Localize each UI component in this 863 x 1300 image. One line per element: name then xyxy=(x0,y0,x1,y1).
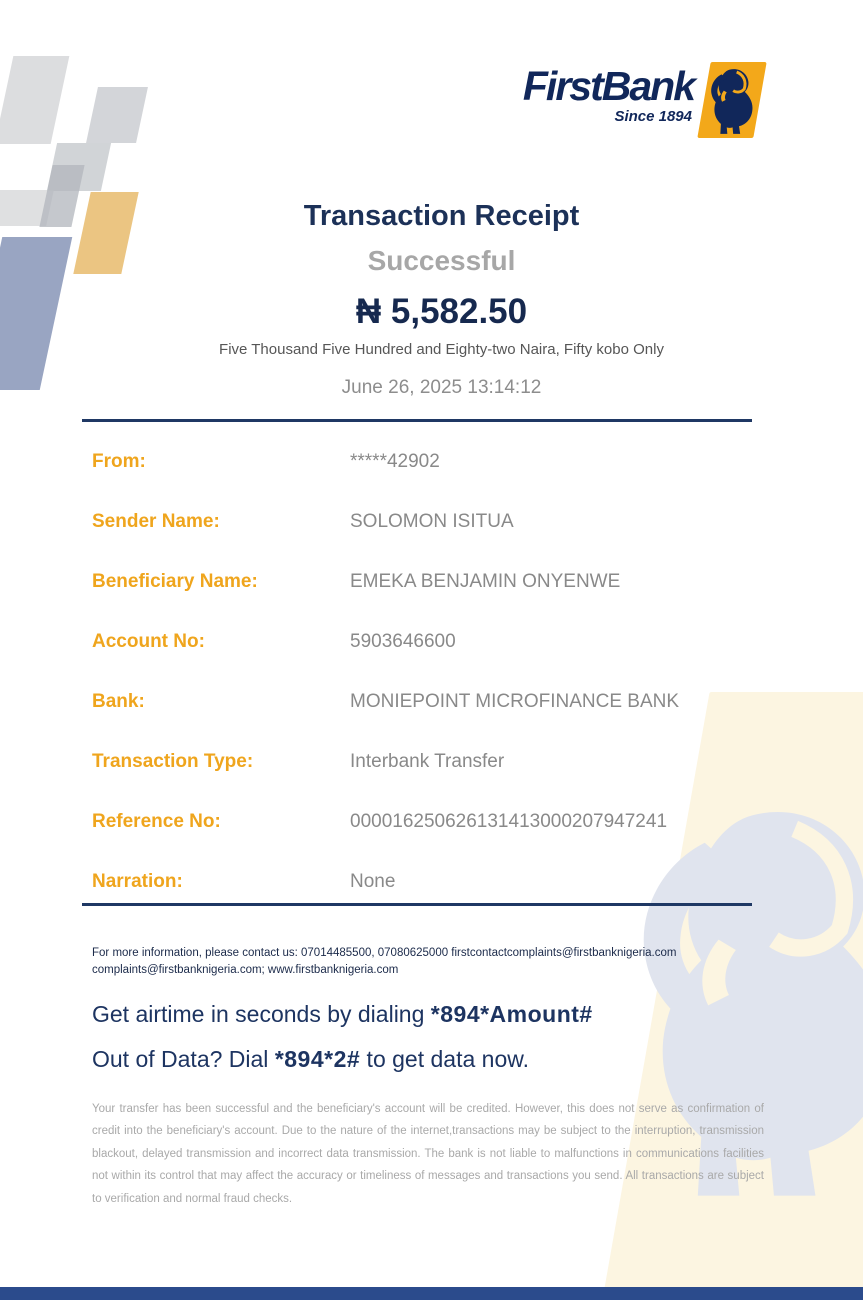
detail-row-sender-name xyxy=(92,492,792,552)
brand-tagline: Since 1894 xyxy=(614,108,692,125)
contact-info: For more information, please contact us: 07014485500, 07080625000 firstcontactcomplaints@firstbanknigeria.com complaints@firstbanknigeria.com; www.firstbanknigeria.com xyxy=(92,947,677,977)
detail-row-transaction-type xyxy=(92,732,792,792)
detail-row-from xyxy=(92,432,792,492)
brand-name: FirstBank xyxy=(522,63,694,109)
divider-top xyxy=(82,419,752,422)
detail-value: EMEKA BENJAMIN ONYENWE xyxy=(350,571,621,592)
elephant-logo-icon xyxy=(704,62,760,138)
detail-label: Bank: xyxy=(92,691,145,712)
bottom-accent-bar xyxy=(0,1287,863,1300)
divider-bottom xyxy=(82,903,752,906)
transaction-details xyxy=(92,432,792,912)
page-title: Transaction Receipt xyxy=(303,200,580,232)
detail-label: Beneficiary Name: xyxy=(92,571,258,592)
decor-parallelogram xyxy=(0,56,69,144)
transaction-datetime: June 26, 2025 13:14:12 xyxy=(341,377,542,398)
airtime-promo-line xyxy=(92,1001,792,1028)
data-promo-line xyxy=(92,1046,792,1073)
detail-row-beneficiary-name xyxy=(92,552,792,612)
detail-label: Transaction Type: xyxy=(92,751,254,772)
detail-label: Account No: xyxy=(92,631,205,652)
promo-text: Out of Data? Dial xyxy=(92,1046,275,1072)
firstbank-logo xyxy=(522,60,760,140)
amount-value: ₦ 5,582.50 xyxy=(355,292,528,331)
detail-value: None xyxy=(350,871,396,892)
detail-label: Narration: xyxy=(92,871,183,892)
detail-row-account-no xyxy=(92,612,792,672)
detail-value: SOLOMON ISITUA xyxy=(350,511,514,532)
detail-label: Sender Name: xyxy=(92,511,220,532)
detail-label: Reference No: xyxy=(92,811,221,832)
detail-row-reference-no xyxy=(92,792,792,852)
detail-row-bank xyxy=(92,672,792,732)
ussd-code: *894*Amount# xyxy=(430,1001,593,1027)
status-text: Successful xyxy=(367,245,516,276)
amount-in-words: Five Thousand Five Hundred and Eighty-two Naira, Fifty kobo Only xyxy=(219,341,664,358)
promo-text: Get airtime in seconds by dialing xyxy=(92,1001,431,1027)
detail-value: *****42902 xyxy=(350,451,440,472)
promo-text: to get data now. xyxy=(360,1046,529,1072)
disclaimer-text: Your transfer has been successful and the beneficiary's account will be credited. However, this does not serve as confirmation of credit into the beneficiary's account. Due to the nature of the internet,transactions may be subject to the interruption, transmission blackout, delayed transmission and incorrect data transmission. The bank is not liable to malfunctions in communications facilities not within its control that may affect the accuracy or timeliness of messages and transactions you send. All transactions are subject to verification and normal fraud checks. xyxy=(92,1103,764,1205)
detail-value: Interbank Transfer xyxy=(350,751,505,772)
detail-label: From: xyxy=(92,451,146,472)
detail-value: 5903646600 xyxy=(350,631,456,652)
detail-value: MONIEPOINT MICROFINANCE BANK xyxy=(350,691,680,712)
ussd-code: *894*2# xyxy=(274,1046,361,1072)
decor-parallelogram xyxy=(86,87,148,143)
detail-value: 000016250626131413000207947241 xyxy=(350,811,668,832)
